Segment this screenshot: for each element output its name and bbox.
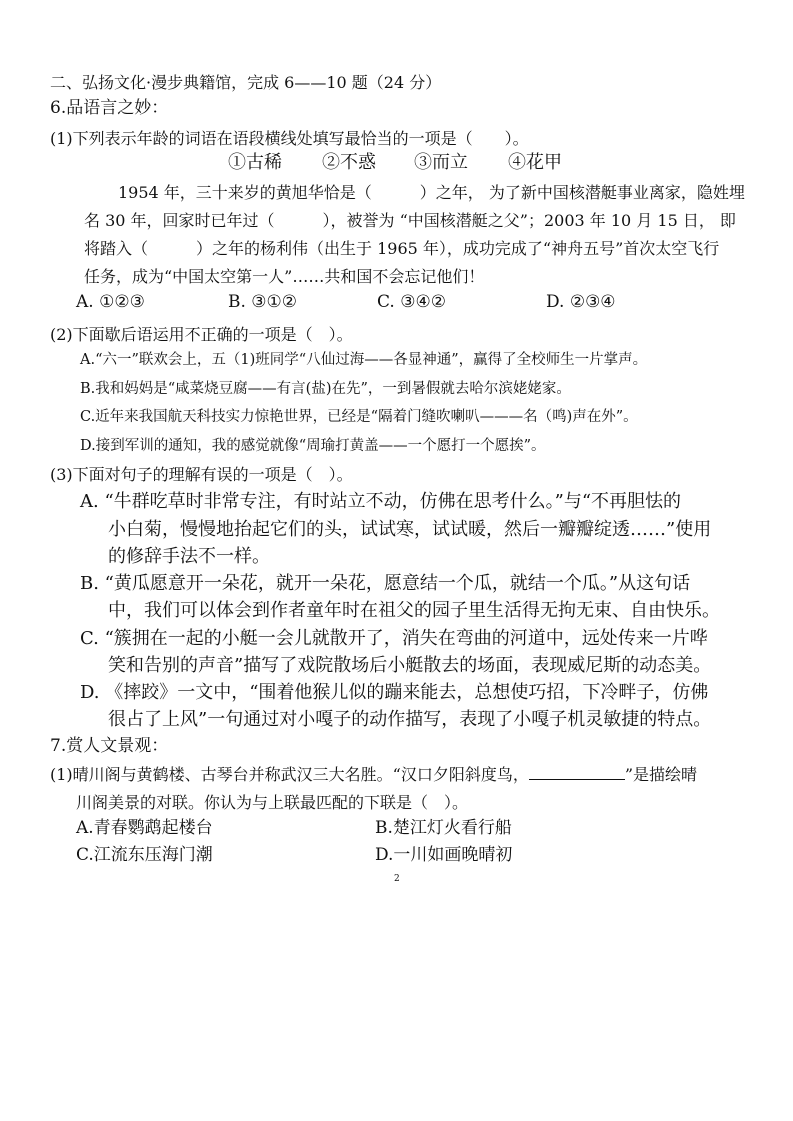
q7-1-stem — [50, 765, 697, 784]
word-option: ③而立 — [414, 152, 468, 173]
q6-3-option-c-line: C. “簇拥在一起的小艇一会儿就散开了，消失在弯曲的河道中，远处传来一片哗 — [80, 628, 708, 649]
choice-a: A. ①②③ — [76, 292, 145, 312]
q6-2-option-a: A.“六一”联欢会上，五（1)班同学“八仙过海——各显神通”，赢得了全校师生一片掌声。 — [80, 352, 648, 368]
q7-1-stem-part: ”是描绘晴 — [624, 765, 698, 784]
q6-3-option-a-line: A. “牛群吃草时非常专注，有时站立不动，仿佛在思考什么。”与“不再胆怯的 — [80, 491, 682, 512]
q6-3-option-b-line: B. “黄瓜愿意开一朵花，就开一朵花，愿意结一个瓜，就结一个瓜。”从这句话 — [80, 573, 691, 594]
q6-3-option-d-line: 很占了上风”一句通过对小嘎子的动作描写，表现了小嘎子机灵敏捷的特点。 — [108, 709, 712, 730]
q6-3-option-a-line: 小白菊，慢慢地抬起它们的头，试试寒，试试暖，然后一瓣瓣绽透……”使用 — [108, 519, 712, 540]
q7-title: 7.赏人文景观： — [50, 736, 169, 756]
passage-line: 1954 年，三十来岁的黄旭华恰是（ ）之年， 为了新中国核潜艇事业离家，隐姓埋 — [118, 183, 745, 202]
word-option: ①古稀 — [228, 152, 282, 173]
answer-blank — [529, 765, 625, 780]
choice-b: B. ③①② — [228, 292, 298, 312]
word-option: ②不惑 — [322, 152, 376, 173]
q6-2-option-d: D.接到军训的通知，我的感觉就像“周瑜打黄盖——一个愿打一个愿挨”。 — [80, 438, 546, 454]
word-option: ④花甲 — [508, 152, 562, 173]
q6-1-stem: (1)下列表示年龄的词语在语段横线处填写最恰当的一项是（ ）。 — [50, 129, 529, 148]
q6-2-option-c: C.近年来我国航天科技实力惊艳世界，已经是“隔着门缝吹喇叭———名（鸣)声在外”。 — [80, 409, 638, 425]
q6-3-option-b-line: 中，我们可以体会到作者童年时在祖父的园子里生活得无拘无束、自由快乐。 — [108, 600, 720, 621]
choice-b: B.楚江灯火看行船 — [375, 818, 512, 838]
section-header: 二、弘扬文化·漫步典籍馆，完成 6——10 题（24 分） — [50, 73, 442, 92]
choice-d: D. ②③④ — [546, 292, 616, 312]
choice-a: A.青春鹦鹉起楼台 — [76, 818, 213, 838]
q6-3-option-d-line: D. 《摔跤》一文中，“围着他猴儿似的蹦来能去，总想使巧招，下冷畔子，仿佛 — [80, 682, 709, 703]
choice-c: C. ③④② — [377, 292, 446, 312]
choice-c: C.江流东压海门潮 — [76, 845, 213, 865]
q6-3-option-c-line: 笑和告别的声音”描写了戏院散场后小艇散去的场面，表现威尼斯的动态美。 — [108, 655, 712, 676]
q7-1-stem-part: (1)晴川阁与黄鹤楼、古琴台并称武汉三大名胜。“汉口夕阳斜度鸟， — [50, 765, 529, 784]
passage-line: 名 30 年，回家时已年过（ ），被誉为 “中国核潜艇之父”；2003 年 10 月 15 日， 即 — [84, 211, 736, 230]
page-number: 2 — [394, 874, 400, 884]
choice-d: D.一川如画晚晴初 — [375, 845, 513, 865]
passage-line: 将踏入（ ）之年的杨利伟（出生于 1965 年），成功完成了“神舟五号”首次太空飞行 — [84, 239, 720, 258]
q6-3-option-a-line: 的修辞手法不一样。 — [108, 546, 270, 567]
passage-line: 任务，成为“中国太空第一人”……共和国不会忘记他们！ — [84, 267, 485, 286]
q7-1-stem-cont: 川阁美景的对联。你认为与上联最匹配的下联是（ ）。 — [76, 793, 469, 812]
q6-3-stem: (3)下面对句子的理解有误的一项是（ ）。 — [50, 465, 353, 484]
q6-2-stem: (2)下面歇后语运用不正确的一项是（ ）。 — [50, 325, 353, 344]
q6-2-option-b: B.我和妈妈是“咸菜烧豆腐——有言(盐)在先”，一到暑假就去哈尔滨姥姥家。 — [80, 381, 571, 397]
q6-title: 6.品语言之妙： — [50, 98, 169, 118]
